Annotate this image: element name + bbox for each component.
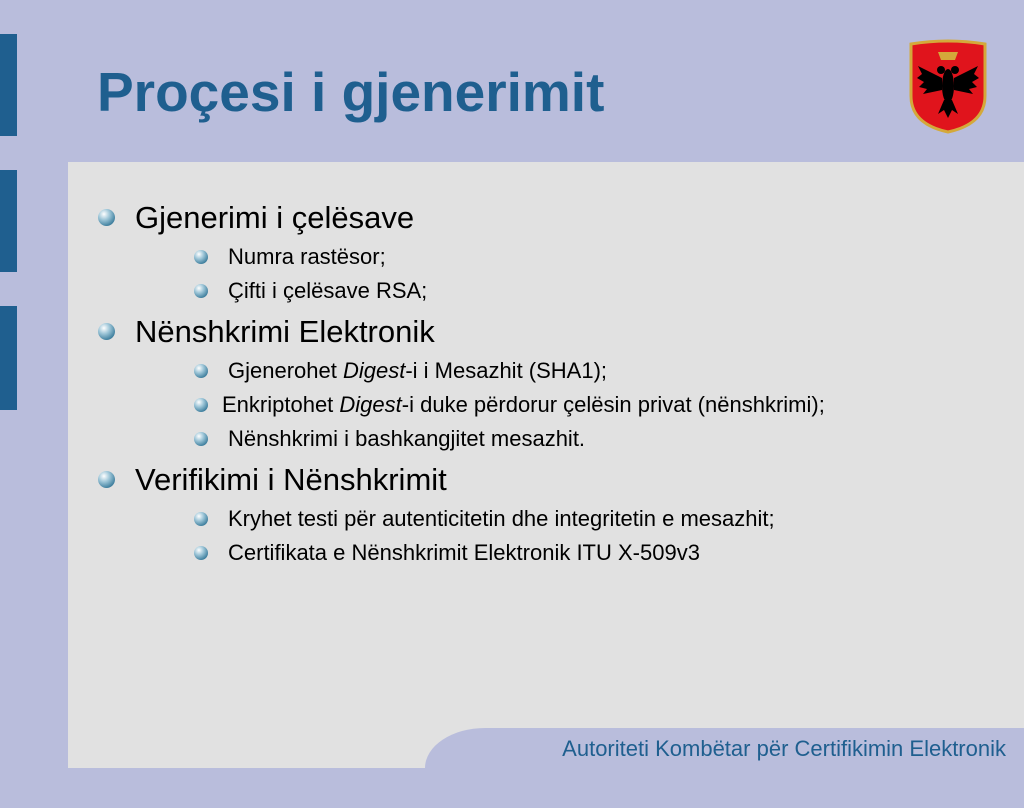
sub-bullet-item	[194, 392, 998, 418]
slide-title: Proçesi i gjenerimit	[97, 61, 605, 123]
bullet-list	[98, 200, 998, 566]
bullet-text: Nënshkrimi Elektronik	[135, 314, 435, 349]
bullet-icon	[194, 398, 208, 412]
bullet-icon	[194, 284, 208, 298]
bullet-icon	[194, 250, 208, 264]
bullet-icon	[98, 209, 115, 226]
sub-bullet-text: Nënshkrimi i bashkangjitet mesazhit.	[228, 426, 586, 451]
sub-bullet-item	[194, 278, 998, 304]
sub-bullet-emphasis: Digest	[342, 358, 406, 383]
sub-bullet-text: Numra rastësor;	[228, 244, 386, 269]
bullet-item	[98, 200, 998, 236]
coat-of-arms-icon	[908, 38, 988, 134]
decorative-edge-bar	[0, 170, 17, 272]
sub-bullet-item	[194, 540, 998, 566]
sub-bullet-text: Enkriptohet	[222, 392, 340, 417]
sub-bullet-text: -i i Mesazhit (SHA1);	[405, 358, 608, 383]
decorative-edge-bar	[0, 34, 17, 136]
bullet-icon	[194, 512, 208, 526]
bullet-icon	[194, 432, 208, 446]
bullet-item	[98, 314, 998, 350]
bullet-text: Verifikimi i Nënshkrimit	[135, 462, 447, 497]
sub-bullet-item	[194, 506, 998, 532]
sub-bullet-text: Gjenerohet	[228, 358, 343, 383]
bullet-icon	[98, 471, 115, 488]
bullet-icon	[194, 364, 208, 378]
bullet-item	[98, 462, 998, 498]
sub-bullet-item	[194, 244, 998, 270]
sub-bullet-emphasis: Digest	[339, 392, 402, 417]
bullet-text: Gjenerimi i çelësave	[135, 200, 415, 235]
sub-bullet-text: Certifikata e Nënshkrimit Elektronik ITU X-509v3	[228, 540, 700, 565]
footer-text: Autoriteti Kombëtar për Certifikimin Elektronik	[562, 736, 1006, 761]
bullet-icon	[98, 323, 115, 340]
sub-bullet-text: -i duke përdorur çelësin privat (nënshkrimi);	[401, 392, 825, 417]
decorative-edge-bar	[0, 306, 17, 410]
sub-bullet-text: Kryhet testi për autenticitetin dhe integritetin e mesazhit;	[228, 506, 775, 531]
sub-bullet-item	[194, 358, 998, 384]
sub-bullet-text: Çifti i çelësave RSA;	[228, 278, 428, 303]
sub-bullet-item	[194, 426, 998, 452]
bullet-icon	[194, 546, 208, 560]
